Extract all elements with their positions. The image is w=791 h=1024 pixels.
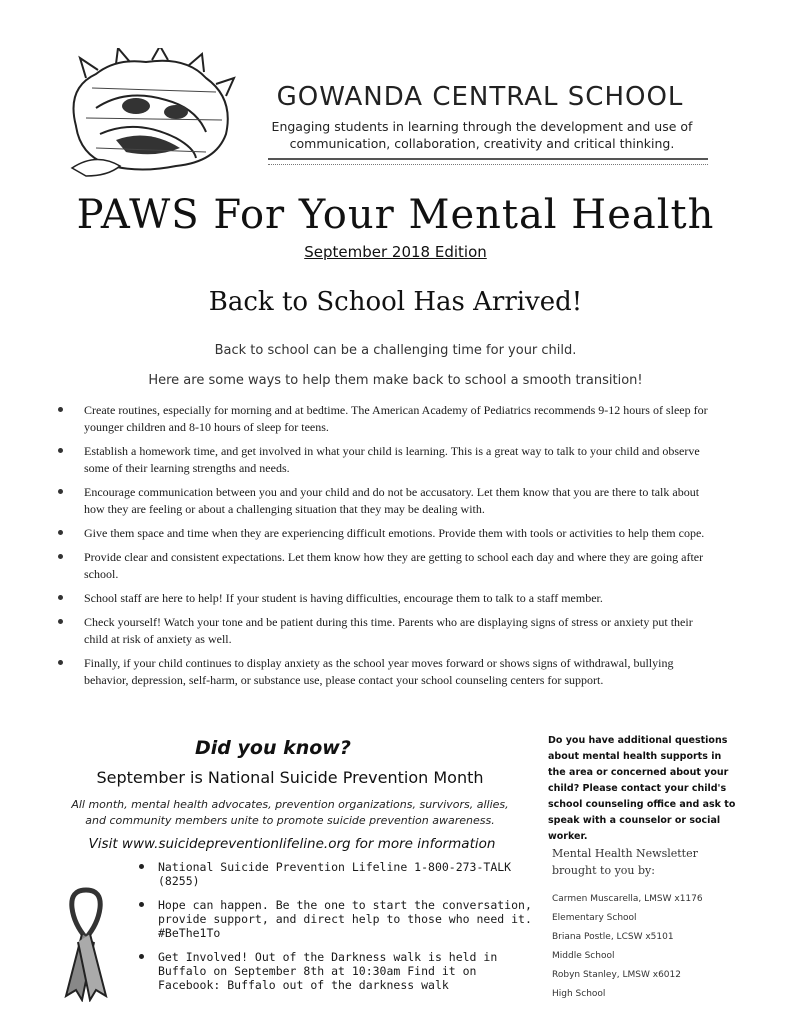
panther-logo-icon xyxy=(56,48,242,178)
tip-item xyxy=(58,655,718,689)
did-you-know-heading: Did you know? xyxy=(195,737,351,759)
newsletter-credit-line: brought to you by: xyxy=(552,864,655,877)
facts-list xyxy=(134,860,534,1002)
fact-text: Hope can happen. Be the one to start the conversation, provide support, and direct help to those who need it. #BeThe1To xyxy=(158,898,532,940)
tip-item xyxy=(58,484,718,518)
bullet-icon xyxy=(139,954,144,959)
intro-line: Here are some ways to help them make back to school a smooth transition! xyxy=(148,373,643,388)
tip-text: Create routines, especially for morning and at bedtime. The American Academy of Pediatrics recommends 9-12 hours of sleep for younger children and 8-10 hours of sleep for teens. xyxy=(84,403,708,434)
tip-text: Encourage communication between you and your child and do not be accusatory. Let them know that you are there to talk about how they are feeling or about a challenging situation that they may be dealing with. xyxy=(84,485,700,516)
tagline-line: communication, collaboration, creativity and critical thinking. xyxy=(289,136,675,151)
tip-item xyxy=(58,402,718,436)
staff-name: Briana Postle, LCSW x5101 xyxy=(552,932,674,942)
tip-item xyxy=(58,525,718,542)
fact-item xyxy=(134,898,534,940)
bullet-icon xyxy=(58,595,63,600)
bullet-icon xyxy=(139,864,144,869)
staff-school: High School xyxy=(552,989,606,999)
awareness-description: All month, mental health advocates, prevention organizations, survivors, allies, and community members unite to promote suicide prevention awareness. xyxy=(71,798,509,827)
tip-text: Provide clear and consistent expectations. Let them know how they are getting to school each day and where they are going after school. xyxy=(84,550,704,581)
section-headline: Back to School Has Arrived! xyxy=(208,287,583,317)
intro-line: Back to school can be a challenging time for your child. xyxy=(214,343,577,358)
school-name: GOWANDA CENTRAL SCHOOL xyxy=(276,82,684,112)
fact-item xyxy=(134,860,534,888)
contact-question: Do you have additional questions about mental health supports in the area or concerned about your child? Please contact your child's school counseling office and ask to speak with a counselor or social worker. xyxy=(548,735,736,842)
tip-item xyxy=(58,443,718,477)
tip-item xyxy=(58,614,718,648)
header-divider xyxy=(268,158,708,165)
newsletter-edition: September 2018 Edition xyxy=(304,243,487,261)
school-tagline xyxy=(262,118,702,152)
staff-school: Middle School xyxy=(552,951,615,961)
awareness-ribbon-icon xyxy=(60,884,112,1002)
tip-text: Check yourself! Watch your tone and be patient during this time. Parents who are displaying signs of stress or anxiety put their child at risk of anxiety as well. xyxy=(84,615,693,646)
lifeline-website-line: Visit www.suicidepreventionlifeline.org for more information xyxy=(88,836,496,852)
tip-text: School staff are here to help! If your student is having difficulties, encourage them to talk to a staff member. xyxy=(84,591,603,605)
bullet-icon xyxy=(58,554,63,559)
fact-text: Get Involved! Out of the Darkness walk is held in Buffalo on September 8th at 10:30am Find it on Facebook: Buffalo out of the darkness walk xyxy=(158,950,498,992)
staff-school: Elementary School xyxy=(552,913,637,923)
bullet-icon xyxy=(58,660,63,665)
staff-name: Carmen Muscarella, LMSW x1176 xyxy=(552,894,703,904)
tip-item xyxy=(58,549,718,583)
tips-list xyxy=(58,402,718,696)
bullet-icon xyxy=(58,448,63,453)
newsletter-credit-line: Mental Health Newsletter xyxy=(552,847,698,860)
bullet-icon xyxy=(58,489,63,494)
bullet-icon xyxy=(139,902,144,907)
tip-text: Give them space and time when they are experiencing difficult emotions. Provide them with tools or activities to help them cope. xyxy=(84,526,705,540)
tip-text: Finally, if your child continues to display anxiety as the school year moves forward or shows signs of withdrawal, bullying behavior, depression, self-harm, or substance use, please contact your school counseling centers for support. xyxy=(84,656,674,687)
tip-text: Establish a homework time, and get involved in what your child is learning. This is a great way to talk to your child and observe some of their learning strengths and needs. xyxy=(84,444,700,475)
tagline-line: Engaging students in learning through the development and use of xyxy=(271,119,693,134)
bullet-icon xyxy=(58,530,63,535)
bullet-icon xyxy=(58,407,63,412)
bullet-icon xyxy=(58,619,63,624)
staff-name: Robyn Stanley, LMSW x6012 xyxy=(552,970,681,980)
tip-item xyxy=(58,590,718,607)
newsletter-title: PAWS For Your Mental Health xyxy=(76,192,715,238)
fact-text: National Suicide Prevention Lifeline 1-800-273-TALK (8255) xyxy=(158,860,512,888)
fact-item xyxy=(134,950,534,992)
staff-list xyxy=(552,890,742,1004)
newsletter-credit xyxy=(552,845,732,879)
awareness-month-line: September is National Suicide Prevention Month xyxy=(96,768,484,787)
